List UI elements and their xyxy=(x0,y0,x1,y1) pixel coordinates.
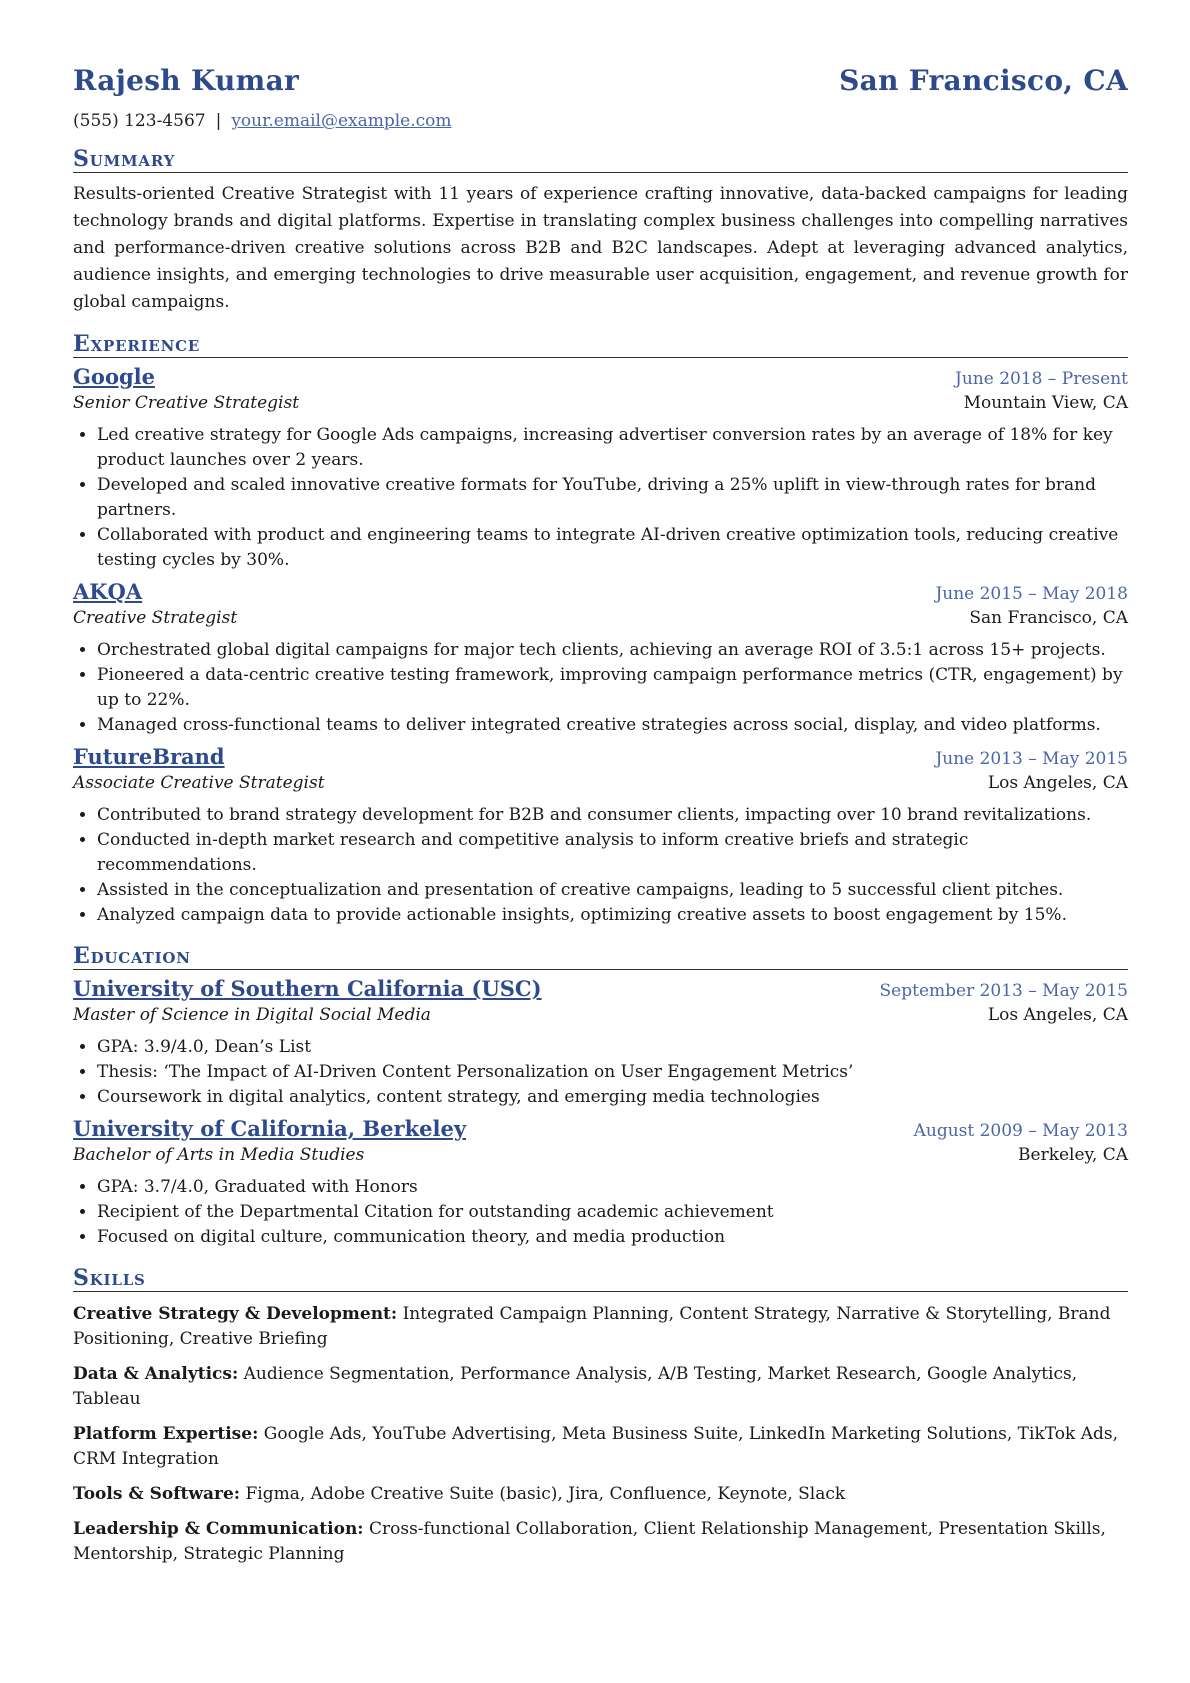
list-item: • Managed cross-functional teams to deliver integrated creative strategies across social, display, and video platforms. xyxy=(97,713,1128,738)
entry-location: Mountain View, CA xyxy=(963,393,1128,413)
bullet-list xyxy=(73,1175,1128,1250)
entry-degree: Bachelor of Arts in Media Studies xyxy=(73,1145,365,1165)
candidate-name: Rajesh Kumar xyxy=(73,64,300,97)
list-item: • Coursework in digital analytics, content strategy, and emerging media technologies xyxy=(97,1085,1128,1110)
skill-label: Leadership & Communication: xyxy=(73,1519,364,1539)
skill-text: Cross-functional Collaboration, Client Relationship Management, Presentation Skills, Mentorship, Strategic Planning xyxy=(73,1519,1106,1564)
skill-text: Google Ads, YouTube Advertising, Meta Business Suite, LinkedIn Marketing Solutions, TikTok Ads, CRM Integration xyxy=(73,1424,1118,1469)
section-title-experience: Experience xyxy=(73,332,1128,358)
bullet-list xyxy=(73,1035,1128,1110)
bullet-list xyxy=(73,638,1128,738)
list-item: • GPA: 3.9/4.0, Dean’s List xyxy=(97,1035,1128,1060)
list-item: • Developed and scaled innovative creative formats for YouTube, driving a 25% uplift in view-through rates for brand partners. xyxy=(97,473,1128,523)
entry-dates: August 2009 – May 2013 xyxy=(913,1121,1128,1141)
skill-label: Tools & Software: xyxy=(73,1484,241,1504)
bullet-list xyxy=(73,423,1128,573)
entry-location: Berkeley, CA xyxy=(1018,1145,1128,1165)
education-entry-usc xyxy=(73,976,1128,1110)
entry-dates: June 2013 – May 2015 xyxy=(935,749,1128,769)
list-item: • Contributed to brand strategy development for B2B and consumer clients, impacting over 10 brand revitalizations. xyxy=(97,803,1128,828)
entry-role: Senior Creative Strategist xyxy=(73,393,300,413)
skill-text: Audience Segmentation, Performance Analysis, A/B Testing, Market Research, Google Analytics, Tableau xyxy=(73,1364,1078,1409)
section-title-skills: Skills xyxy=(73,1266,1128,1292)
list-item: • Focused on digital culture, communication theory, and media production xyxy=(97,1225,1128,1250)
entry-dates: June 2015 – May 2018 xyxy=(935,584,1128,604)
list-item: • GPA: 3.7/4.0, Graduated with Honors xyxy=(97,1175,1128,1200)
entry-role: Associate Creative Strategist xyxy=(73,773,325,793)
bullet-list xyxy=(73,803,1128,928)
education-entry-berkeley xyxy=(73,1116,1128,1250)
entry-location: Los Angeles, CA xyxy=(987,1005,1128,1025)
resume-header xyxy=(73,64,1128,97)
org-link-futurebrand[interactable]: FutureBrand xyxy=(73,744,225,769)
org-link-akqa[interactable]: AKQA xyxy=(73,579,143,604)
list-item: • Conducted in-depth market research and competitive analysis to inform creative briefs and strategic recommendations. xyxy=(97,828,1128,878)
contact-line xyxy=(73,111,1128,131)
email-link[interactable]: your.email@example.com xyxy=(231,111,452,131)
entry-location: San Francisco, CA xyxy=(969,608,1128,628)
summary-text: Results-oriented Creative Strategist with 11 years of experience crafting innovative, data-backed campaigns for leading technology brands and digital platforms. Expertise in translating complex business challenges into compelling narratives and performance-driven creative solutions across B2B and B2C landscapes. Adept at leveraging advanced analytics, audience insights, and emerging technologies to drive measurable user acquisition, engagement, and revenue growth for global campaigns. xyxy=(73,184,1128,312)
experience-entry-google xyxy=(73,364,1128,573)
entry-dates: September 2013 – May 2015 xyxy=(879,981,1128,1001)
skill-row xyxy=(73,1302,1128,1352)
skill-row xyxy=(73,1422,1128,1472)
skill-label: Creative Strategy & Development: xyxy=(73,1304,398,1324)
skill-label: Data & Analytics: xyxy=(73,1364,239,1384)
org-link-usc[interactable]: University of Southern California (USC) xyxy=(73,976,542,1001)
skill-text: Integrated Campaign Planning, Content Strategy, Narrative & Storytelling, Brand Positioning, Creative Briefing xyxy=(73,1304,1111,1349)
list-item: • Pioneered a data-centric creative testing framework, improving campaign performance metrics (CTR, engagement) by up to 22%. xyxy=(97,663,1128,713)
section-title-education: Education xyxy=(73,944,1128,970)
entry-degree: Master of Science in Digital Social Media xyxy=(73,1005,431,1025)
phone-number: (555) 123-4567 xyxy=(73,111,206,131)
list-item: • Analyzed campaign data to provide actionable insights, optimizing creative assets to boost engagement by 15%. xyxy=(97,903,1128,928)
org-link-berkeley[interactable]: University of California, Berkeley xyxy=(73,1116,467,1141)
skill-text: Figma, Adobe Creative Suite (basic), Jira, Confluence, Keynote, Slack xyxy=(245,1484,846,1504)
experience-entry-akqa xyxy=(73,579,1128,738)
entry-location: Los Angeles, CA xyxy=(987,773,1128,793)
list-item: • Recipient of the Departmental Citation for outstanding academic achievement xyxy=(97,1200,1128,1225)
org-link-google[interactable]: Google xyxy=(73,364,155,389)
list-item: • Orchestrated global digital campaigns for major tech clients, achieving an average ROI of 3.5:1 across 15+ projects. xyxy=(97,638,1128,663)
skill-row xyxy=(73,1362,1128,1412)
skill-row xyxy=(73,1517,1128,1567)
list-item: • Led creative strategy for Google Ads campaigns, increasing advertiser conversion rates by an average of 18% for key product launches over 2 years. xyxy=(97,423,1128,473)
skill-label: Platform Expertise: xyxy=(73,1424,259,1444)
entry-dates: June 2018 – Present xyxy=(955,369,1128,389)
candidate-location: San Francisco, CA xyxy=(839,64,1128,97)
skill-row xyxy=(73,1482,1128,1507)
list-item: • Collaborated with product and engineering teams to integrate AI-driven creative optimization tools, reducing creative testing cycles by 30%. xyxy=(97,523,1128,573)
entry-role: Creative Strategist xyxy=(73,608,238,628)
list-item: • Assisted in the conceptualization and presentation of creative campaigns, leading to 5 successful client pitches. xyxy=(97,878,1128,903)
section-title-summary: Summary xyxy=(73,147,1128,173)
experience-entry-futurebrand xyxy=(73,744,1128,928)
list-item: • Thesis: ‘The Impact of AI-Driven Content Personalization on User Engagement Metrics’ xyxy=(97,1060,1128,1085)
contact-separator: | xyxy=(215,111,222,131)
